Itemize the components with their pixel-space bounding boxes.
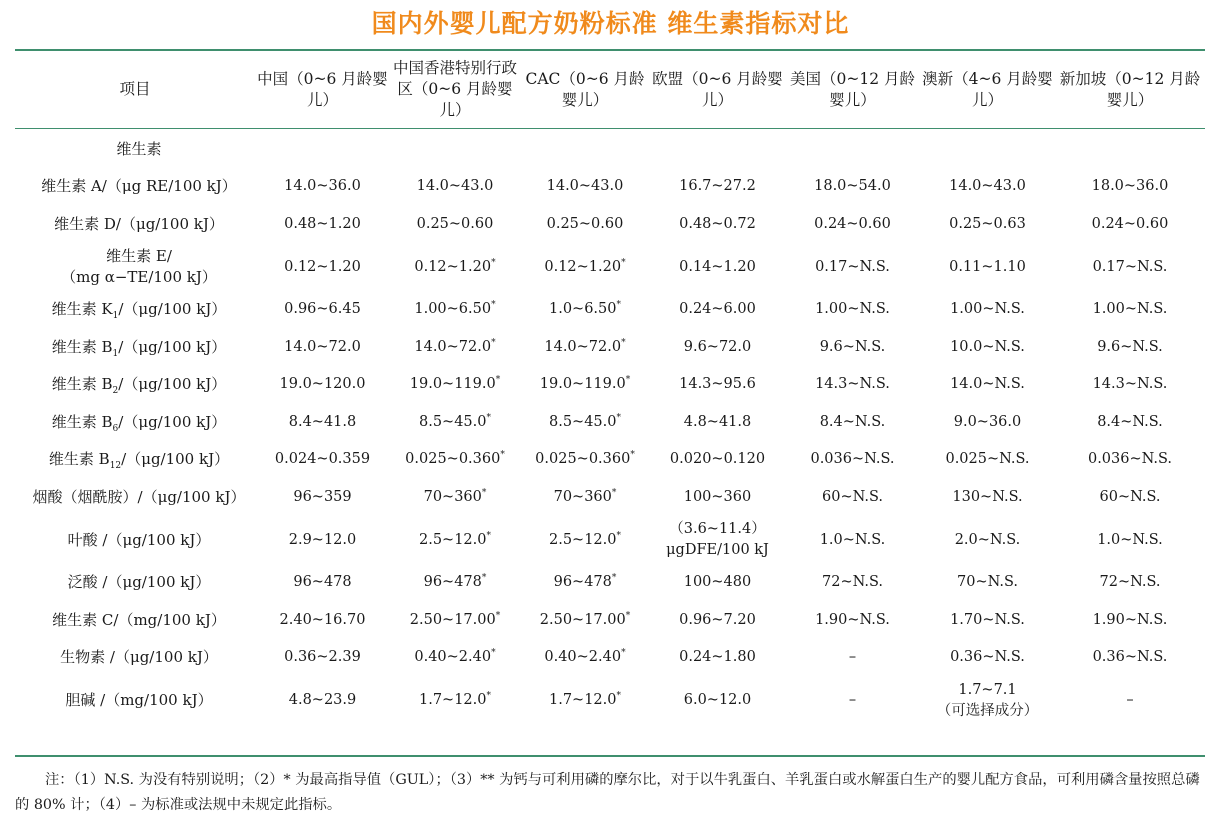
cell-value: 1.00~6.50 <box>414 301 492 318</box>
table-cell <box>650 168 785 206</box>
table-cell <box>785 516 920 564</box>
cell-value: 0.36~2.39 <box>284 649 361 666</box>
table-row <box>15 441 1205 479</box>
cell-value: 14.0~72.0 <box>544 338 622 355</box>
cell-value: 0.025~N.S. <box>945 451 1030 468</box>
cell-value: 60~N.S. <box>822 488 883 505</box>
cell-value: 14.0~43.0 <box>416 178 494 195</box>
table-cell <box>255 564 390 602</box>
table-cell <box>255 243 390 291</box>
cell-value: – <box>848 692 857 708</box>
table-cell <box>920 602 1055 640</box>
cell-value: 96~478 <box>553 574 612 591</box>
table-cell <box>390 291 520 329</box>
guideline-marker: * <box>621 337 626 348</box>
table-cell <box>520 677 650 725</box>
table-cell <box>785 602 920 640</box>
cell-value: 9.6~72.0 <box>683 338 752 355</box>
table-cell <box>1055 404 1205 442</box>
table-cell <box>390 677 520 725</box>
table-cell <box>785 329 920 367</box>
table-cell <box>520 441 650 479</box>
cell-value: 1.7~12.0 <box>549 692 617 708</box>
table-cell <box>520 366 650 404</box>
guideline-marker: * <box>486 691 491 702</box>
guideline-marker: * <box>621 648 626 659</box>
table-cell <box>785 639 920 677</box>
cell-value: 70~360 <box>423 488 482 505</box>
guideline-marker: * <box>616 300 621 311</box>
table-cell <box>920 404 1055 442</box>
section-row <box>15 128 1205 168</box>
row-label-text: 维生素 K <box>51 300 113 319</box>
cell-value: 0.25~0.60 <box>416 215 494 232</box>
table-cell <box>650 243 785 291</box>
table-cell <box>650 479 785 517</box>
table-cell <box>650 291 785 329</box>
table-cell <box>920 564 1055 602</box>
cell-value: 4.8~41.8 <box>683 413 752 430</box>
table-cell <box>650 677 785 725</box>
table-cell <box>520 479 650 517</box>
header-china: 中国（0~6 月龄婴儿） <box>257 69 388 109</box>
table-cell <box>390 243 520 291</box>
guideline-marker: * <box>481 487 487 498</box>
row-label <box>15 243 255 291</box>
table-cell <box>390 168 520 206</box>
cell-value: 1.0~N.S. <box>819 531 886 548</box>
cell-value: 0.24~0.60 <box>1091 215 1169 232</box>
table-cell <box>1055 677 1205 725</box>
header-cac: CAC（0~6 月龄婴儿） <box>525 69 645 109</box>
guideline-marker: * <box>616 530 621 541</box>
vitamin-comparison-table <box>15 51 1205 725</box>
cell-value: 1.70~N.S. <box>950 611 1025 628</box>
table-cell <box>1055 243 1205 291</box>
cell-value: 0.12~1.20 <box>544 258 622 275</box>
table-cell <box>520 404 650 442</box>
table-cell <box>785 168 920 206</box>
table-cell <box>390 479 520 517</box>
table-cell <box>520 168 650 206</box>
cell-value: – <box>1126 692 1134 708</box>
row-label-text: 维生素 D/（μg/100 kJ） <box>54 214 224 233</box>
cell-value: 0.24~6.00 <box>679 301 756 318</box>
table-row <box>15 479 1205 517</box>
cell-value: 9.6~N.S. <box>819 338 886 355</box>
row-label <box>15 206 255 244</box>
cell-value: 0.12~1.20 <box>284 258 361 275</box>
table-cell <box>390 564 520 602</box>
guideline-marker: * <box>625 375 631 386</box>
cell-value: 1.90~N.S. <box>1092 611 1168 628</box>
table-cell <box>785 404 920 442</box>
cell-value: 60~N.S. <box>1099 488 1161 505</box>
header-hongkong: 中国香港特别行政区（0~6 月龄婴儿） <box>392 59 517 119</box>
cell-value: 0.36~N.S. <box>950 649 1025 666</box>
guideline-marker: * <box>495 610 501 621</box>
row-label-text: 烟酸（烟酰胺）/（μg/100 kJ） <box>32 487 246 506</box>
cell-value: 14.0~N.S. <box>950 376 1025 393</box>
row-label-unit: /（μg/100 kJ） <box>118 337 227 356</box>
table-cell <box>650 639 785 677</box>
row-label-text: 叶酸 /（μg/100 kJ） <box>67 530 211 549</box>
cell-value: 2.50~17.00 <box>409 611 496 628</box>
header-anz: 澳新（4~6 月龄婴儿） <box>922 69 1053 109</box>
cell-value: 0.24~0.60 <box>814 215 891 232</box>
row-label <box>15 677 255 725</box>
table-cell <box>920 329 1055 367</box>
table-row <box>15 639 1205 677</box>
table-cell <box>785 564 920 602</box>
row-label-text: 维生素 E/ <box>106 247 172 265</box>
cell-value: 0.48~1.20 <box>284 215 361 232</box>
cell-value: 1.0~N.S. <box>1097 531 1163 548</box>
table-row <box>15 404 1205 442</box>
table-cell <box>1055 564 1205 602</box>
cell-value: 0.25~0.63 <box>949 215 1026 232</box>
row-label-subscript: 1 <box>112 348 119 359</box>
table-cell <box>920 291 1055 329</box>
table-cell <box>520 516 650 564</box>
table-cell <box>520 564 650 602</box>
cell-value: 0.96~6.45 <box>284 301 361 318</box>
cell-value: 4.8~23.9 <box>288 692 357 708</box>
table-cell <box>255 291 390 329</box>
row-label <box>15 366 255 404</box>
table-cell <box>255 404 390 442</box>
cell-value: 1.7~7.1 <box>958 681 1017 698</box>
table-cell <box>1055 206 1205 244</box>
table-cell <box>520 206 650 244</box>
cell-value: 8.4~41.8 <box>288 413 357 430</box>
guideline-marker: * <box>491 257 496 268</box>
cell-value: 2.0~N.S. <box>954 531 1021 548</box>
table-cell <box>785 366 920 404</box>
table-cell <box>390 329 520 367</box>
table-cell <box>650 329 785 367</box>
cell-value: （3.6~11.4） <box>669 521 766 537</box>
table-cell <box>1055 441 1205 479</box>
guideline-marker: * <box>616 691 621 702</box>
cell-value: 19.0~119.0 <box>409 376 496 393</box>
cell-value: 14.0~36.0 <box>284 178 361 195</box>
row-label-text: 泛酸 /（μg/100 kJ） <box>67 573 211 592</box>
row-label-unit: （mg α−TE/100 kJ） <box>61 268 217 286</box>
cell-value: 0.14~1.20 <box>679 258 756 275</box>
cell-value-line2: （可选择成分） <box>936 702 1039 719</box>
cell-value: 8.5~45.0 <box>419 413 487 430</box>
table-cell <box>255 602 390 640</box>
row-label-text: 维生素 B <box>51 375 113 394</box>
table-row <box>15 291 1205 329</box>
table-row <box>15 602 1205 640</box>
row-label <box>15 639 255 677</box>
cell-value: 0.036~N.S. <box>810 451 895 468</box>
cell-value: 2.50~17.00 <box>539 611 626 628</box>
table-cell <box>255 206 390 244</box>
table-cell <box>650 602 785 640</box>
cell-value: – <box>848 649 857 666</box>
cell-value: 0.36~N.S. <box>1092 649 1168 666</box>
table-cell <box>1055 329 1205 367</box>
cell-value: 8.4~N.S. <box>819 413 886 430</box>
cell-value: 1.7~12.0 <box>419 692 487 708</box>
row-label-text: 维生素 B <box>51 412 113 431</box>
cell-value: 2.5~12.0 <box>419 531 487 548</box>
cell-value: 14.0~72.0 <box>284 338 361 355</box>
table-cell <box>255 366 390 404</box>
guideline-marker: * <box>486 530 491 541</box>
table-row <box>15 564 1205 602</box>
table-cell <box>785 206 920 244</box>
guideline-marker: * <box>616 412 621 423</box>
cell-value: 6.0~12.0 <box>683 692 752 708</box>
table-cell <box>920 479 1055 517</box>
table-cell <box>785 441 920 479</box>
row-label-text: 维生素 C/（mg/100 kJ） <box>52 610 226 629</box>
table-cell <box>920 243 1055 291</box>
table-cell <box>650 516 785 564</box>
guideline-marker: * <box>500 450 505 461</box>
cell-value: 9.0~36.0 <box>953 413 1022 430</box>
cell-value: 1.0~6.50 <box>549 301 617 318</box>
table-cell <box>920 441 1055 479</box>
guideline-marker: * <box>491 300 496 311</box>
table-cell <box>920 168 1055 206</box>
cell-value: 9.6~N.S. <box>1097 338 1163 355</box>
row-label <box>15 291 255 329</box>
guideline-marker: * <box>491 337 496 348</box>
table-cell <box>650 441 785 479</box>
cell-value: 0.48~0.72 <box>679 215 756 232</box>
cell-value: 18.0~36.0 <box>1091 178 1169 195</box>
table-cell <box>390 602 520 640</box>
guideline-marker: * <box>630 450 635 461</box>
row-label-subscript: 1 <box>112 311 119 322</box>
cell-value: 0.020~0.120 <box>669 451 766 468</box>
table-cell <box>920 677 1055 725</box>
cell-value: 72~N.S. <box>1099 574 1161 591</box>
cell-value: 100~480 <box>683 574 752 591</box>
cell-value: 96~359 <box>293 488 352 505</box>
row-label-subscript: 2 <box>112 386 119 397</box>
table-cell <box>390 639 520 677</box>
table-cell <box>920 366 1055 404</box>
cell-value: 16.7~27.2 <box>679 178 756 195</box>
cell-value: 96~478 <box>423 574 482 591</box>
cell-value-line2: μgDFE/100 kJ <box>666 542 769 558</box>
cell-value: 0.12~1.20 <box>414 258 492 275</box>
header-item: 项目 <box>119 80 151 98</box>
cell-value: 0.17~N.S. <box>1092 258 1168 275</box>
cell-value: 0.40~2.40 <box>544 649 622 666</box>
cell-value: 0.036~N.S. <box>1087 451 1173 468</box>
row-label <box>15 479 255 517</box>
cell-value: 2.5~12.0 <box>549 531 617 548</box>
row-label <box>15 564 255 602</box>
guideline-marker: * <box>621 257 626 268</box>
table-cell <box>255 441 390 479</box>
cell-value: 1.00~N.S. <box>1092 301 1168 318</box>
table-cell <box>255 479 390 517</box>
header-row <box>15 51 1205 128</box>
row-label-subscript: 12 <box>109 461 122 472</box>
table-cell <box>920 516 1055 564</box>
row-label <box>15 602 255 640</box>
cell-value: 0.24~1.80 <box>679 649 756 666</box>
row-label <box>15 441 255 479</box>
cell-value: 96~478 <box>293 574 352 591</box>
cell-value: 14.3~95.6 <box>679 376 756 393</box>
table-cell <box>520 243 650 291</box>
cell-value: 14.0~72.0 <box>414 338 492 355</box>
guideline-marker: * <box>491 648 496 659</box>
cell-value: 10.0~N.S. <box>950 338 1025 355</box>
table-cell <box>520 329 650 367</box>
guideline-marker: * <box>611 573 617 584</box>
row-label-subscript: 6 <box>112 423 119 434</box>
table-cell <box>785 243 920 291</box>
cell-value: 0.25~0.60 <box>546 215 624 232</box>
cell-value: 0.11~1.10 <box>949 258 1026 275</box>
cell-value: 2.40~16.70 <box>279 611 366 628</box>
table-cell <box>785 479 920 517</box>
header-eu: 欧盟（0~6 月龄婴儿） <box>652 69 783 109</box>
table-cell <box>390 516 520 564</box>
table-cell <box>255 329 390 367</box>
cell-value: 0.025~0.360 <box>535 451 631 468</box>
table-cell <box>520 639 650 677</box>
table-row <box>15 516 1205 564</box>
table-cell <box>255 677 390 725</box>
section-label: 维生素 <box>116 139 162 158</box>
row-label-unit: /（μg/100 kJ） <box>118 412 227 431</box>
table-bottom-rule <box>15 755 1205 757</box>
table-cell <box>920 639 1055 677</box>
row-label-unit: /（μg/100 kJ） <box>121 450 230 469</box>
table-cell <box>255 516 390 564</box>
table-cell <box>650 564 785 602</box>
guideline-marker: * <box>611 487 617 498</box>
table-cell <box>785 291 920 329</box>
footnote: 注：（1）N.S. 为没有特别说明；（2）* 为最高指导值（GUL）；（3）** 为钙与可利用磷的摩尔比，对于以牛乳蛋白、羊乳蛋白或水解蛋白生产的婴儿配方食品，可利用磷含量按照总磷的 80% 计；（4）– 为标准或法规中未规定此指标。 <box>15 772 1200 813</box>
guideline-marker: * <box>481 573 487 584</box>
table-cell <box>1055 168 1205 206</box>
table-cell <box>1055 516 1205 564</box>
table-row <box>15 168 1205 206</box>
cell-value: 14.3~N.S. <box>815 376 890 393</box>
cell-value: 14.0~43.0 <box>949 178 1026 195</box>
cell-value: 70~360 <box>553 488 612 505</box>
header-usa: 美国（0~12 月龄婴儿） <box>790 69 915 109</box>
cell-value: 0.40~2.40 <box>414 649 492 666</box>
table-cell <box>650 404 785 442</box>
table-row <box>15 329 1205 367</box>
table-cell <box>920 206 1055 244</box>
row-label-text: 胆碱 /（mg/100 kJ） <box>65 691 213 709</box>
table-cell <box>390 366 520 404</box>
cell-value: 0.025~0.360 <box>405 451 501 468</box>
guideline-marker: * <box>486 412 491 423</box>
table-cell <box>390 441 520 479</box>
table-cell <box>390 206 520 244</box>
row-label <box>15 404 255 442</box>
table-cell <box>520 602 650 640</box>
table-cell <box>650 366 785 404</box>
cell-value: 8.5~45.0 <box>549 413 617 430</box>
table-cell <box>1055 291 1205 329</box>
cell-value: 2.9~12.0 <box>288 531 357 548</box>
cell-value: 70~N.S. <box>957 574 1018 591</box>
row-label <box>15 516 255 564</box>
cell-value: 8.4~N.S. <box>1097 413 1163 430</box>
header-singapore: 新加坡（0~12 月龄婴儿） <box>1059 69 1201 109</box>
table-row <box>15 243 1205 291</box>
table-cell <box>255 639 390 677</box>
table-cell <box>1055 602 1205 640</box>
row-label-unit: /（μg/100 kJ） <box>118 375 227 394</box>
table-cell <box>1055 639 1205 677</box>
cell-value: 14.0~43.0 <box>546 178 624 195</box>
cell-value: 1.00~N.S. <box>950 301 1025 318</box>
table-cell <box>390 404 520 442</box>
guideline-marker: * <box>625 610 631 621</box>
row-label-unit: /（μg/100 kJ） <box>118 300 227 319</box>
row-label-text: 维生素 A/（μg RE/100 kJ） <box>41 177 237 196</box>
page-title: 国内外婴儿配方奶粉标准 维生素指标对比 <box>371 9 850 38</box>
table-cell <box>1055 366 1205 404</box>
cell-value: 19.0~120.0 <box>279 376 366 393</box>
row-label-text: 维生素 B <box>48 450 110 469</box>
row-label <box>15 329 255 367</box>
table-row <box>15 206 1205 244</box>
cell-value: 0.17~N.S. <box>815 258 890 275</box>
table-cell <box>785 677 920 725</box>
table-cell <box>1055 479 1205 517</box>
table-cell <box>255 168 390 206</box>
cell-value: 0.024~0.359 <box>274 451 371 468</box>
row-label-text: 生物素 /（μg/100 kJ） <box>60 648 218 667</box>
cell-value: 72~N.S. <box>822 574 883 591</box>
cell-value: 0.96~7.20 <box>679 611 756 628</box>
table-row <box>15 677 1205 725</box>
cell-value: 100~360 <box>683 488 752 505</box>
guideline-marker: * <box>495 375 501 386</box>
table-cell <box>650 206 785 244</box>
table-row <box>15 366 1205 404</box>
cell-value: 130~N.S. <box>952 488 1023 505</box>
cell-value: 19.0~119.0 <box>539 376 626 393</box>
cell-value: 14.3~N.S. <box>1092 376 1168 393</box>
row-label-text: 维生素 B <box>51 337 113 356</box>
cell-value: 1.00~N.S. <box>815 301 890 318</box>
cell-value: 1.90~N.S. <box>815 611 890 628</box>
row-label <box>15 168 255 206</box>
cell-value: 18.0~54.0 <box>814 178 891 195</box>
table-cell <box>520 291 650 329</box>
